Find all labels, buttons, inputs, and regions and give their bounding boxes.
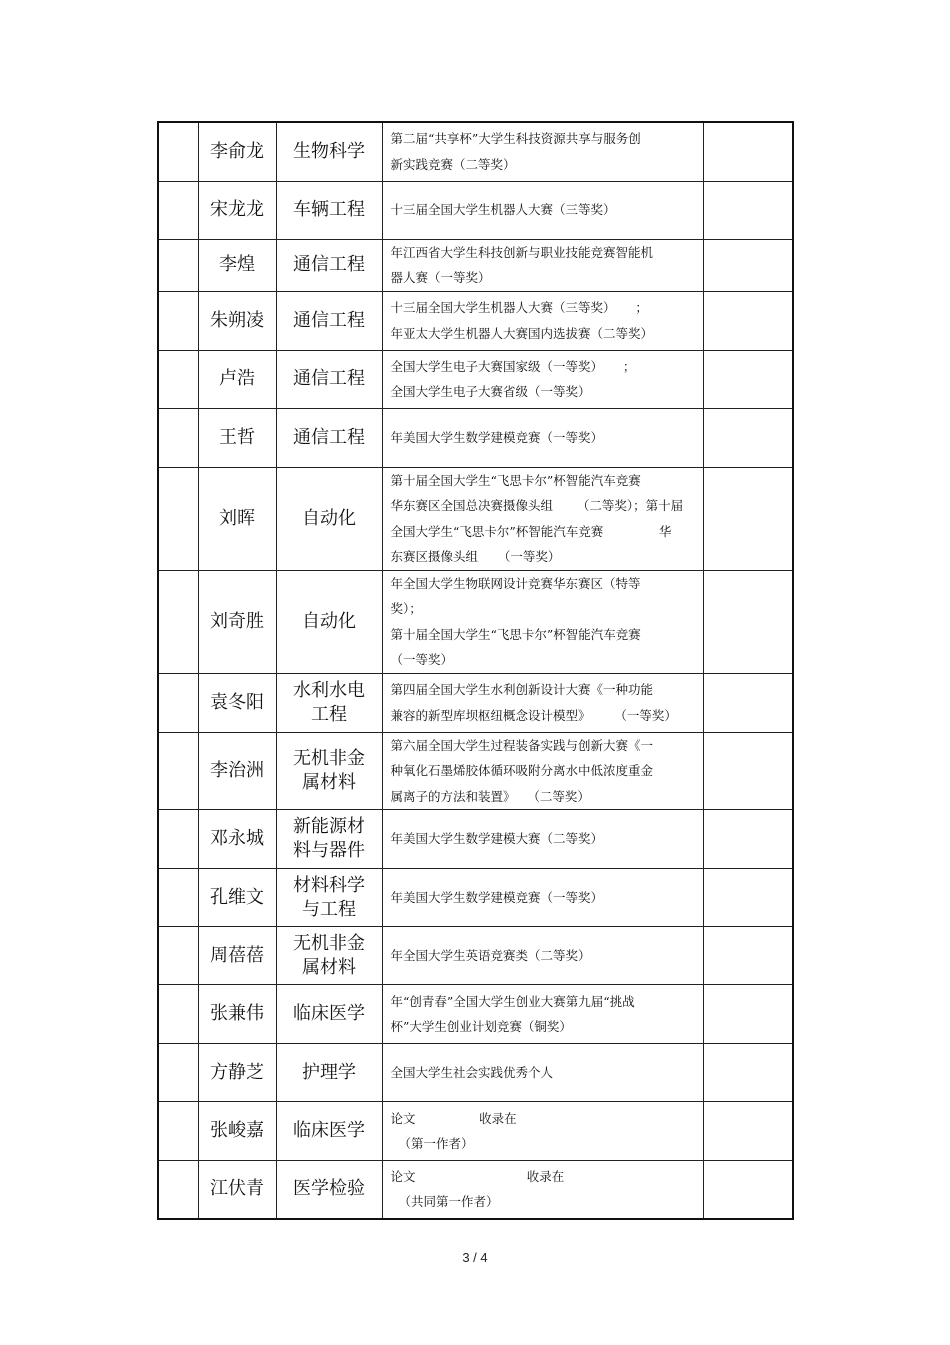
index-cell: [158, 985, 198, 1044]
major-line: 无机非金: [293, 747, 365, 769]
student-name: 张峻嘉: [198, 1102, 276, 1161]
award-line: 属离子的方法和装置》 （二等奖）: [390, 788, 590, 804]
table-row: [158, 467, 793, 570]
index-cell: [158, 927, 198, 985]
table-row: [158, 181, 793, 239]
award-cell: [382, 408, 703, 467]
award-cell: [382, 570, 703, 673]
major-line: 临床医学: [293, 1003, 365, 1024]
award-line: 种氧化石墨烯胶体循环吸附分离水中低浓度重金: [390, 763, 654, 778]
notes-cell: [703, 350, 793, 408]
award-cell: [382, 810, 703, 869]
notes-cell: [703, 810, 793, 869]
award-cell: [382, 1161, 703, 1219]
major-cell: [276, 673, 382, 732]
award-line: 年江西省大学生科技创新与职业技能竞赛智能机: [390, 244, 654, 260]
notes-cell: [703, 291, 793, 350]
award-cell: [382, 350, 703, 408]
index-cell: [158, 570, 198, 673]
awards-table: [157, 121, 794, 1220]
major-cell: [276, 927, 382, 985]
award-cell: [382, 1102, 703, 1161]
award-cell: [382, 927, 703, 985]
index-cell: [158, 408, 198, 467]
award-cell: [382, 732, 703, 810]
award-cell: [382, 239, 703, 291]
table-row: [158, 239, 793, 291]
award-line: 年亚太大学生机器人大赛国内选拔赛（二等奖）: [390, 325, 654, 341]
major-line: 护理学: [302, 1061, 356, 1083]
table-row: [158, 570, 793, 673]
award-cell: [382, 122, 703, 181]
major-cell: [276, 122, 382, 181]
major-line: 属材料: [302, 771, 356, 793]
major-line: 属材料: [302, 956, 356, 978]
major-line: 生物科学: [293, 140, 365, 162]
notes-cell: [703, 673, 793, 732]
student-name: 李煌: [198, 239, 276, 291]
student-name: 王哲: [198, 408, 276, 467]
award-cell: [382, 673, 703, 732]
notes-cell: [703, 1102, 793, 1161]
index-cell: [158, 350, 198, 408]
major-line: 工程: [311, 703, 347, 725]
student-name: 李治洲: [198, 732, 276, 810]
major-line: 通信工程: [293, 426, 365, 448]
award-line: 论文 收录在: [390, 1110, 517, 1126]
award-line: 论文 收录在: [390, 1168, 565, 1184]
major-line: 水利水电: [293, 679, 365, 701]
major-cell: [276, 408, 382, 467]
major-line: 医学检验: [293, 1178, 365, 1200]
table-row: [158, 985, 793, 1044]
notes-cell: [703, 732, 793, 810]
notes-cell: [703, 985, 793, 1044]
student-name: 江伏青: [198, 1161, 276, 1219]
notes-cell: [703, 122, 793, 181]
award-line: 第六届全国大学生过程装备实践与创新大赛《一: [390, 737, 654, 753]
award-cell: [382, 1044, 703, 1102]
index-cell: [158, 1102, 198, 1161]
index-cell: [158, 239, 198, 291]
index-cell: [158, 673, 198, 732]
award-line: 年“创青春”全国大学生创业大赛第九届“挑战: [390, 993, 635, 1009]
major-line: 车辆工程: [293, 199, 365, 220]
student-name: 袁冬阳: [198, 673, 276, 732]
student-name: 方静芝: [198, 1044, 276, 1102]
notes-cell: [703, 927, 793, 985]
major-line: 新能源材: [293, 816, 365, 837]
notes-cell: [703, 1161, 793, 1219]
index-cell: [158, 810, 198, 869]
award-line: （一等奖）: [390, 652, 454, 667]
notes-cell: [703, 239, 793, 291]
student-name: 李俞龙: [198, 122, 276, 181]
index-cell: [158, 467, 198, 570]
major-line: 自动化: [302, 507, 356, 529]
notes-cell: [703, 181, 793, 239]
award-cell: [382, 869, 703, 927]
index-cell: [158, 181, 198, 239]
award-line: 年全国大学生物联网设计竞赛华东赛区（特等: [390, 575, 641, 591]
student-name: 朱朔凌: [198, 291, 276, 350]
table-row: [158, 927, 793, 985]
index-cell: [158, 122, 198, 181]
student-name: 张兼伟: [198, 985, 276, 1044]
major-line: 临床医学: [293, 1120, 365, 1141]
major-line: 通信工程: [293, 368, 365, 389]
award-line: 东赛区摄像头组 （一等奖）: [390, 549, 561, 564]
major-cell: [276, 181, 382, 239]
award-line: 华东赛区全国总决赛摄像头组 （二等奖）；第十届: [390, 498, 684, 513]
major-line: 与工程: [302, 898, 356, 920]
table-row: [158, 122, 793, 181]
major-cell: [276, 732, 382, 810]
table-row: [158, 1044, 793, 1102]
index-cell: [158, 291, 198, 350]
index-cell: [158, 869, 198, 927]
notes-cell: [703, 570, 793, 673]
notes-cell: [703, 467, 793, 570]
major-cell: [276, 1161, 382, 1219]
major-cell: [276, 570, 382, 673]
award-line: 全国大学生电子大赛国家级（一等奖） ；: [390, 358, 636, 374]
award-cell: [382, 467, 703, 570]
major-cell: [276, 869, 382, 927]
major-cell: [276, 1044, 382, 1102]
major-cell: [276, 291, 382, 350]
major-line: 料与器件: [293, 840, 365, 861]
page-number: 3 / 4: [462, 1250, 488, 1265]
table-row: [158, 810, 793, 869]
major-line: 通信工程: [293, 254, 365, 275]
table-row: [158, 408, 793, 467]
award-line: 全国大学生电子大赛省级（一等奖）: [390, 384, 591, 399]
award-line: （第一作者）: [390, 1136, 474, 1151]
student-name: 孔维文: [198, 869, 276, 927]
index-cell: [158, 1044, 198, 1102]
award-line: 十三届全国大学生机器人大赛（三等奖）: [390, 202, 616, 218]
student-name: 卢浩: [198, 350, 276, 408]
major-cell: [276, 350, 382, 408]
student-name: 刘奇胜: [198, 570, 276, 673]
student-name: 邓永城: [198, 810, 276, 869]
award-cell: [382, 291, 703, 350]
award-line: 第四届全国大学生水利创新设计大赛《一种功能: [390, 682, 654, 697]
award-line: 年美国大学生数学建模大赛（二等奖）: [390, 831, 604, 847]
notes-cell: [703, 869, 793, 927]
major-cell: [276, 810, 382, 869]
award-line: 年美国大学生数学建模竞赛（一等奖）: [390, 429, 604, 445]
award-line: 新实践竞赛（二等奖）: [390, 156, 516, 172]
award-line: 年全国大学生英语竞赛类（二等奖）: [390, 947, 591, 963]
major-line: 材料科学: [293, 874, 365, 896]
award-line: 杯”大学生创业计划竞赛（铜奖）: [390, 1019, 572, 1034]
award-line: 全国大学生“飞思卡尔”杯智能汽车竞赛 华: [390, 523, 672, 539]
award-line: 全国大学生社会实践优秀个人: [390, 1064, 554, 1080]
award-line: 第十届全国大学生“飞思卡尔”杯智能汽车竞赛: [390, 626, 641, 642]
student-name: 刘晖: [198, 467, 276, 570]
award-line: 年美国大学生数学建模竞赛（一等奖）: [390, 889, 604, 905]
index-cell: [158, 1161, 198, 1219]
awards-table-body: [158, 122, 793, 1219]
award-cell: [382, 181, 703, 239]
student-name: 宋龙龙: [198, 181, 276, 239]
award-line: 兼容的新型库坝枢纽概念设计模型》 （一等奖）: [390, 707, 677, 723]
award-line: 奖）；: [390, 601, 422, 616]
table-row: [158, 291, 793, 350]
index-cell: [158, 732, 198, 810]
major-line: 自动化: [302, 610, 356, 632]
table-row: [158, 732, 793, 810]
notes-cell: [703, 408, 793, 467]
major-cell: [276, 1102, 382, 1161]
table-row: [158, 1161, 793, 1219]
major-cell: [276, 985, 382, 1044]
award-line: （共同第一作者）: [390, 1194, 499, 1210]
major-line: 无机非金: [293, 932, 365, 954]
table-row: [158, 1102, 793, 1161]
award-cell: [382, 985, 703, 1044]
notes-cell: [703, 1044, 793, 1102]
student-name: 周蓓蓓: [198, 927, 276, 985]
award-line: 十三届全国大学生机器人大赛（三等奖） ；: [390, 300, 648, 315]
award-line: 第二届“共享杯”大学生科技资源共享与服务创: [390, 131, 641, 147]
major-line: 通信工程: [293, 309, 365, 331]
major-cell: [276, 467, 382, 570]
table-row: [158, 350, 793, 408]
award-line: 器人赛（一等奖）: [390, 270, 491, 285]
table-row: [158, 673, 793, 732]
award-line: 第十届全国大学生“飞思卡尔”杯智能汽车竞赛: [390, 472, 641, 488]
table-row: [158, 869, 793, 927]
major-cell: [276, 239, 382, 291]
